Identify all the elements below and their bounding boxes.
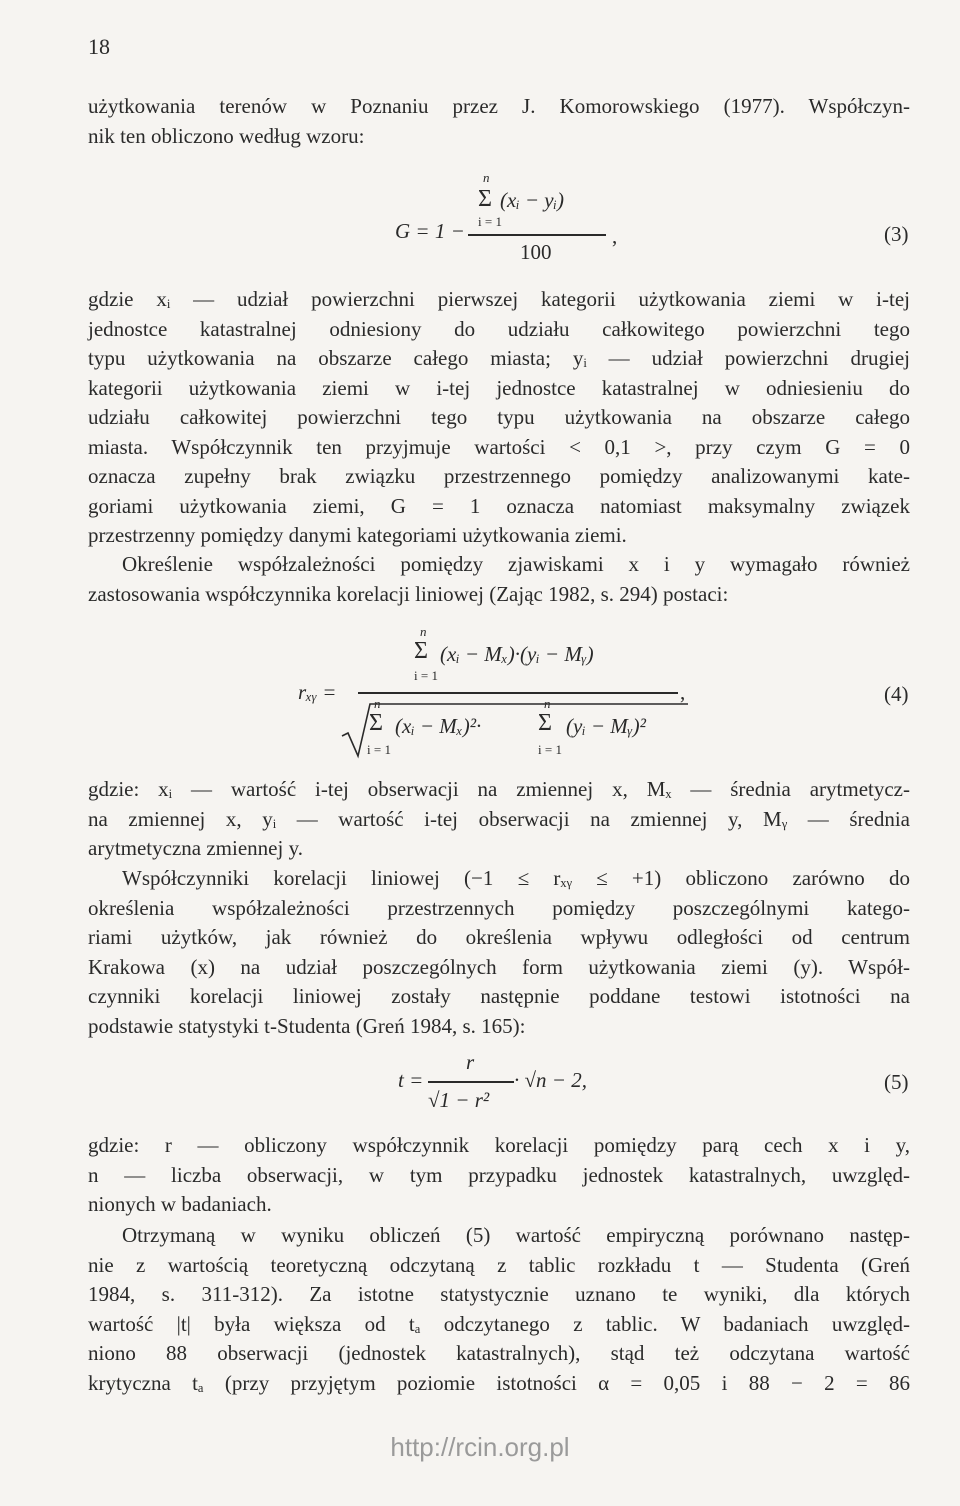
- equation-numerator: (xᵢ − Mₓ)·(yᵢ − Mᵧ): [440, 642, 594, 666]
- paragraph-1: [88, 92, 910, 151]
- text-line: miasta. Współczynnik ten przyjmuje wartości < 0,1 >, przy czym G = 0: [88, 434, 910, 459]
- equation-numerator: (xᵢ − yᵢ): [500, 188, 564, 212]
- fraction-bar: [468, 234, 606, 236]
- text-line: Otrzymaną w wyniku obliczeń (5) wartość empiryczną porównano następ-: [122, 1223, 910, 1247]
- paragraph-3: [88, 550, 910, 609]
- equation-lhs: t =: [398, 1068, 424, 1092]
- equation-denominator: 100: [520, 240, 552, 264]
- paragraph-4: [88, 775, 910, 864]
- text-line: arytmetyczna zmiennej y.: [88, 836, 303, 860]
- text-line: zastosowania współczynnika korelacji liniowej (Zając 1982, s. 294) postaci:: [88, 581, 729, 606]
- equation-rhs: · √n − 2,: [514, 1068, 587, 1092]
- equation-number: (4): [884, 682, 909, 706]
- sum-symbol: Σ: [414, 638, 428, 664]
- sum-lower-limit: i = 1: [478, 214, 502, 229]
- text-line: określenia współzależności przestrzennych pomiędzy poszczególnymi katego-: [88, 895, 910, 920]
- text-line: Określenie współzależności pomiędzy zjawiskami x i y wymagało również: [122, 552, 910, 576]
- text-line: podstawie statystyki t-Studenta (Greń 1984, s. 165):: [88, 1013, 526, 1038]
- text-line: Krakowa (x) na udział poszczególnych form użytkowania ziemi (y). Współ-: [88, 954, 910, 979]
- equation-comma: ,: [612, 224, 618, 248]
- text-line: riami użytków, jak również do określenia wpływu odległości od centrum: [88, 925, 910, 949]
- text-line: typu użytkowania na obszarze całego miasta; yᵢ — udział powierzchni drugiej: [88, 346, 910, 370]
- text-line: krytyczna tₐ (przy przyjętym poziomie istotności α = 0,05 i 88 − 2 = 86: [88, 1370, 910, 1395]
- equation-number: (5): [884, 1070, 909, 1094]
- sum-lower-limit: i = 1: [367, 742, 391, 757]
- text-line: gdzie: r — obliczony współczynnik korelacji pomiędzy parą cech x i y,: [88, 1133, 910, 1157]
- text-line: 1984, s. 311-312). Za istotne statystycznie uznano te wyniki, dla których: [88, 1282, 910, 1306]
- text-line: jednostce katastralnej odniesiony do udziału całkowitego powierzchni tego: [88, 316, 910, 341]
- sum-symbol: Σ: [369, 710, 383, 736]
- equation-lhs: G = 1 −: [395, 219, 465, 243]
- equation-lhs: rₓᵧ =: [298, 680, 337, 704]
- text-line: n — liczba obserwacji, w tym przypadku jednostek katastralnych, uwzględ-: [88, 1162, 910, 1187]
- paragraph-2: [88, 285, 910, 551]
- sum-lower-limit: i = 1: [538, 742, 562, 757]
- text-line: na zmiennej x, yᵢ — wartość i-tej obserwacji na zmiennej y, Mᵧ — średnia: [88, 806, 910, 831]
- denominator-part-x: (xᵢ − Mₓ)²·: [395, 714, 482, 738]
- sum-symbol: Σ: [538, 710, 552, 736]
- equation-denominator: √1 − r²: [428, 1088, 490, 1112]
- sum-symbol: Σ: [478, 186, 492, 212]
- text-line: gdzie xᵢ — udział powierzchni pierwszej kategorii użytkowania ziemi w i-tej: [88, 287, 910, 311]
- text-line: nie z wartością teoretyczną odczytaną z tablic rozkładu t — Studenta (Greń: [88, 1252, 910, 1277]
- sum-upper-limit: n: [420, 624, 427, 639]
- text-line: nionych w badaniach.: [88, 1192, 272, 1216]
- fraction-bar: [358, 692, 678, 694]
- paragraph-6: [88, 1131, 910, 1220]
- text-line: wartość |t| była większa od tₐ odczytanego z tablic. W badaniach uwzględ-: [88, 1311, 910, 1336]
- text-line: kategorii użytkowania ziemi w i-tej jednostce katastralnej w odniesieniu do: [88, 375, 910, 400]
- sum-upper-limit: n: [374, 696, 381, 711]
- sum-upper-limit: n: [544, 696, 551, 711]
- text-line: Współczynniki korelacji liniowej (−1 ≤ rₓᵧ ≤ +1) obliczono zarówno do: [122, 866, 910, 890]
- fraction-bar: [428, 1081, 514, 1083]
- text-line: niono 88 obserwacji (jednostek katastralnych), stąd też odczytana wartość: [88, 1341, 910, 1365]
- text-line: udziału całkowitej powierzchni tego typu użytkowania na obszarze całego: [88, 405, 910, 429]
- paragraph-5: [88, 864, 910, 1041]
- sum-upper-limit: n: [483, 170, 490, 185]
- text-line: czynniki korelacji liniowej zostały następnie poddane testowi istotności na: [88, 984, 910, 1008]
- denominator-part-y: (yᵢ − Mᵧ)²: [566, 714, 646, 738]
- equation-numerator: r: [466, 1050, 475, 1074]
- watermark: http://rcin.org.pl: [390, 1432, 570, 1462]
- paragraph-7: [88, 1221, 910, 1398]
- text-line: użytkowania terenów w Poznaniu przez J. Komorowskiego (1977). Współczyn-: [88, 94, 910, 118]
- text-line: przestrzenny pomiędzy danymi kategoriami użytkowania ziemi.: [88, 523, 627, 547]
- text-line: nik ten obliczono według wzoru:: [88, 123, 365, 148]
- text-line: oznacza zupełny brak związku przestrzennego pomiędzy analizowanymi kate-: [88, 464, 910, 488]
- equation-number: (3): [884, 222, 909, 246]
- text-line: goriami użytkowania ziemi, G = 1 oznacza natomiast maksymalny związek: [88, 493, 910, 518]
- equation-comma: ,: [680, 680, 686, 704]
- page-number: 18: [88, 34, 110, 59]
- text-line: gdzie: xᵢ — wartość i-tej obserwacji na zmiennej x, Mₓ — średnia arytmetycz-: [88, 777, 910, 801]
- sum-lower-limit: i = 1: [414, 668, 438, 683]
